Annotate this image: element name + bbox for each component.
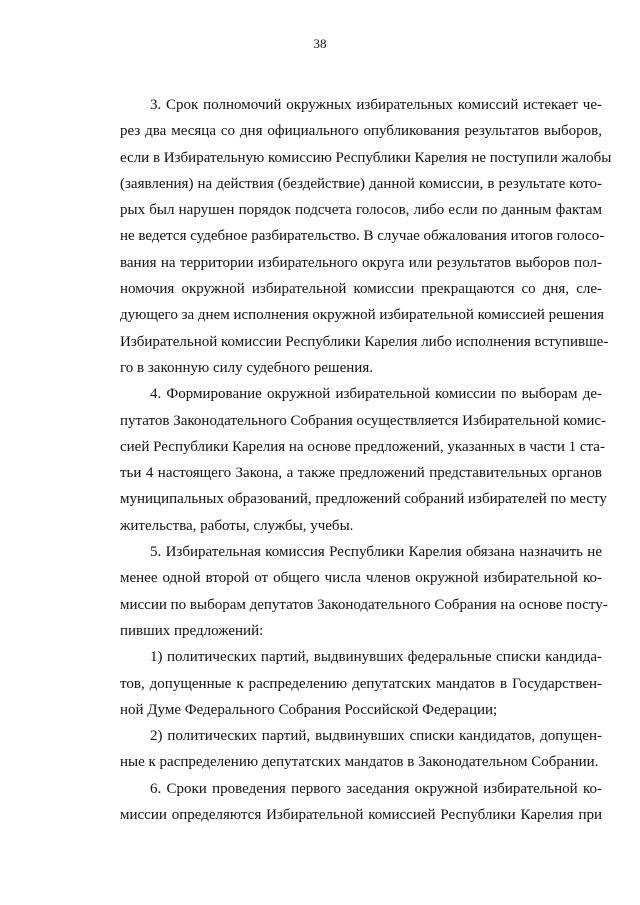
text-line: менее одной второй от общего числа членов окружной избирательной ко- xyxy=(120,570,602,587)
text-line: 6. Сроки проведения первого заседания окружной избирательной ко- xyxy=(150,780,602,797)
text-line: ной Думе Федерального Собрания Российской Федерации; xyxy=(120,701,498,718)
paragraph-term-of-office xyxy=(120,92,612,381)
text-line: путатов Законодательного Собрания осуществляется Избирательной комис- xyxy=(120,412,607,429)
text-line: 3. Срок полномочий окружных избирательных комиссий истекает че- xyxy=(150,97,602,113)
text-line: не ведется судебное разбирательство. В случае обжалования итогов голосо- xyxy=(120,228,605,245)
text-line: 4. Формирование окружной избирательной комиссии по выборам де- xyxy=(150,386,602,403)
text-line: рых был нарушен порядок подсчета голосов, либо если по данным фактам xyxy=(120,202,602,219)
text-line: если в Избирательную комиссию Республики Карелия не поступили жалобы xyxy=(120,149,612,166)
text-line: тьи 4 настоящего Закона, а также предложений представительных органов xyxy=(120,465,602,482)
text-line: сией Республики Карелия на основе предложений, указанных в части 1 ста- xyxy=(120,438,605,455)
text-line: 5. Избирательная комиссия Республики Карелия обязана назначить не xyxy=(150,544,602,561)
text-line: ные к распределению депутатских мандатов в Законодательном Собрании. xyxy=(120,754,599,771)
text-line: муниципальных образований, предложений собраний избирателей по месту xyxy=(120,491,607,508)
document-body xyxy=(120,92,612,828)
paragraph-first-meeting xyxy=(120,776,602,829)
text-line: номочия окружной избирательной комиссии прекращаются со дня, сле- xyxy=(120,281,602,298)
paragraph-commission-formation xyxy=(120,381,607,539)
text-line: го в законную силу судебного решения. xyxy=(120,359,373,376)
text-line: миссии определяются Избирательной комиссией Республики Карелия при xyxy=(120,807,602,824)
list-item-regional-parties xyxy=(120,723,602,776)
text-line: рез два месяца со дня официального опубликования результатов выборов, xyxy=(120,123,602,140)
list-item-federal-parties xyxy=(120,644,602,723)
text-line: дующего за днем исполнения окружной избирательной комиссией решения xyxy=(120,307,604,324)
text-line: вания на территории избирательного округа или результатов выборов пол- xyxy=(120,254,602,271)
text-line: 1) политических партий, выдвинувших федеральные списки кандида- xyxy=(150,649,602,666)
text-line: тов, допущенные к распределению депутатских мандатов в Государствен- xyxy=(120,675,602,692)
paragraph-appointment-obligation xyxy=(120,539,608,644)
text-line: (заявления) на действия (бездействие) данной комиссии, в результате кото- xyxy=(120,175,602,192)
page-number: 38 xyxy=(313,36,327,51)
text-line: Избирательной комиссии Республики Карелия либо исполнения вступивше- xyxy=(120,333,609,350)
text-line: миссии по выборам депутатов Законодательного Собрания на основе посту- xyxy=(120,596,608,613)
text-line: жительства, работы, службы, учебы. xyxy=(120,517,354,534)
text-line: пивших предложений: xyxy=(120,622,264,639)
text-line: 2) политических партий, выдвинувших списки кандидатов, допущен- xyxy=(150,728,602,745)
